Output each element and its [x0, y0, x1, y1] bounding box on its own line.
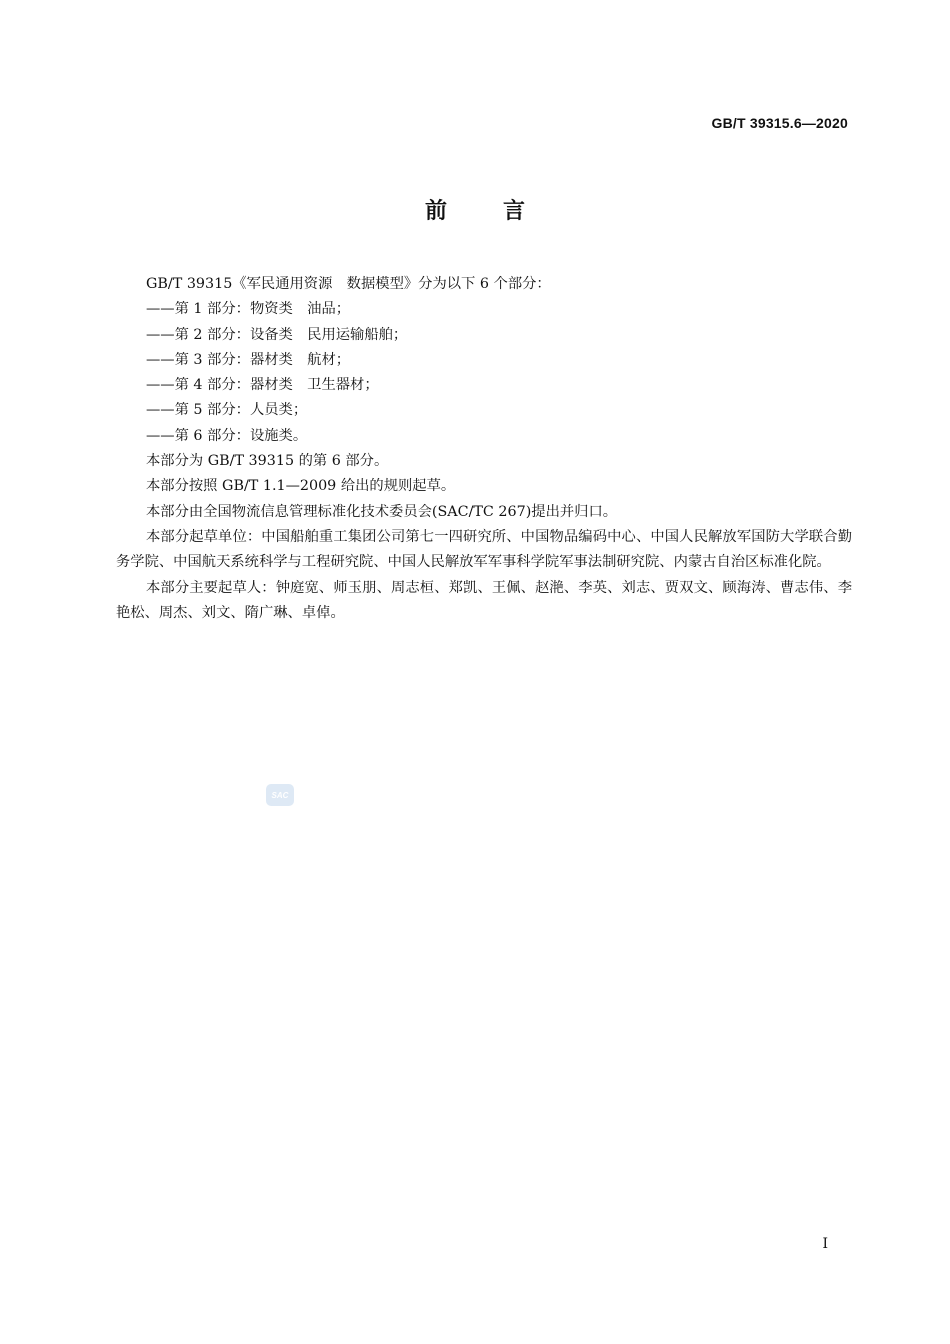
- list-item: ——第 2 部分：设备类 民用运输船舶；: [146, 326, 408, 343]
- list-item: ——第 3 部分：器材类 航材；: [146, 351, 351, 368]
- list-item: ——第 1 部分：物资类 油品；: [146, 301, 351, 318]
- title-char-2: 言: [503, 199, 526, 224]
- page-number: I: [822, 1236, 828, 1252]
- paragraph-drafting-rules: 本部分按照 GB/T 1.1—2009 给出的规则起草。: [146, 478, 456, 495]
- sac-watermark-logo: [266, 784, 294, 806]
- paragraph-part-statement: 本部分为 GB/T 39315 的第 6 部分。: [146, 453, 389, 470]
- paragraph-drafting-units: 本部分起草单位：中国船舶重工集团公司第七一四研究所、中国物品编码中心、中国人民解放军国防大学联合勤务学院、中国航天系统科学与工程研究院、中国人民解放军军事科学院军事法制研究院、内蒙古自治区标准化院。: [116, 528, 852, 571]
- page-title: [0, 194, 950, 225]
- list-item: ——第 5 部分：人员类；: [146, 402, 308, 419]
- standard-number: GB/T 39315.6—2020: [711, 115, 848, 131]
- paragraph-proposer: 本部分由全国物流信息管理标准化技术委员会(SAC/TC 267)提出并归口。: [146, 503, 618, 520]
- list-item: ——第 6 部分：设施类。: [146, 427, 308, 444]
- list-item: ——第 4 部分：器材类 卫生器材；: [146, 377, 379, 394]
- paragraph-drafters: 本部分主要起草人：钟庭宽、师玉朋、周志桓、郑凯、王佩、赵滟、李英、刘志、贾双文、顾海涛、曹志伟、李艳松、周杰、刘文、隋广琳、卓倬。: [116, 579, 852, 621]
- title-char-1: 前: [424, 199, 447, 224]
- paragraph-intro: GB/T 39315《军民通用资源 数据模型》分为以下 6 个部分：: [146, 276, 551, 292]
- foreword-body: [116, 272, 852, 626]
- watermark-text: SAC: [271, 790, 289, 800]
